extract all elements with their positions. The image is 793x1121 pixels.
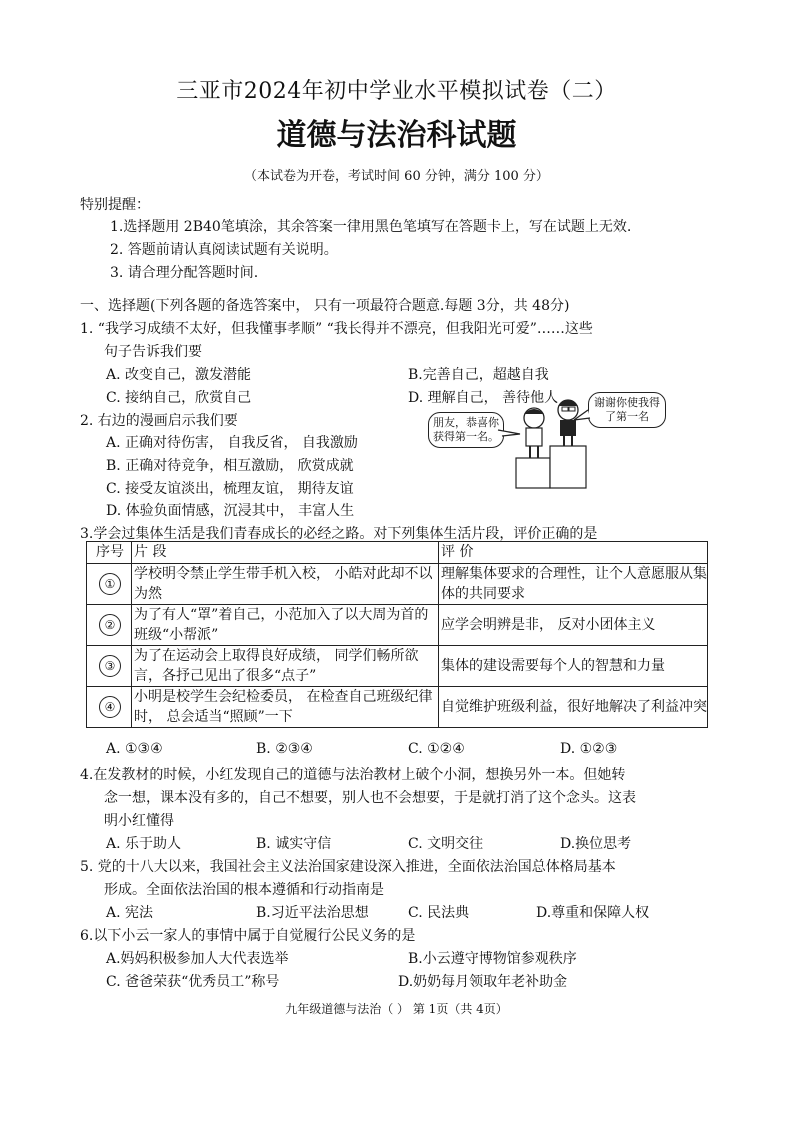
q5-option-b: B.习近平法治思想: [256, 905, 369, 921]
q1-option-a: A. 改变自己，激发潜能: [106, 367, 252, 383]
question-4-stem-cont: 念一想，课本没有多的，自己不想要，别人也不会想要，于是就打消了这个念头。这表: [104, 790, 636, 806]
q3-option-a: A. ①③④: [106, 741, 163, 757]
row-number: ②: [99, 614, 121, 636]
q4-option-d: D.换位思考: [560, 836, 632, 852]
row-number: ①: [99, 573, 121, 595]
question-4-stem: 4.在发教材的时候，小红发现自己的道德与法治教材上破个小洞，想换另外一本。但她转: [80, 767, 626, 783]
notice-heading: 特别提醒：: [80, 197, 150, 213]
table-header-cell: 片 段: [132, 542, 439, 564]
q6-option-b: B.小云遵守博物馆参观秩序: [408, 951, 577, 967]
speech-bubble-left: 朋友，恭喜你获得第一名。: [428, 412, 504, 448]
q5-option-c: C. 民法典: [408, 905, 470, 921]
row-number: ④: [99, 696, 121, 718]
table-cell-comment: 自觉维护班级利益，很好地解决了利益冲突: [439, 687, 708, 728]
q3-option-d: D. ①②③: [560, 741, 618, 757]
q1-option-b: B.完善自己，超越自我: [408, 367, 549, 383]
table-row: [87, 687, 708, 728]
table-header-row: [87, 542, 708, 564]
table-cell-comment: 集体的建设需要每个人的智慧和力量: [439, 646, 708, 687]
question-5-stem: 5. 党的十八大以来，我国社会主义法治国家建设深入推进，全面依法治国总体格局基本: [80, 859, 616, 875]
table-cell-fragment: 小明是校学生会纪检委员， 在检查自己班级纪律时， 总会适当“照顾”一下: [132, 687, 439, 728]
speech-bubble-right: 谢谢你使我得了第一名: [588, 392, 666, 428]
table-cell-fragment: 为了在运动会上取得良好成绩， 同学们畅所欲言，各抒己见出了很多“点子”: [132, 646, 439, 687]
q3-option-b: B. ②③④: [256, 741, 313, 757]
question-1-stem: 1. “我学习成绩不太好，但我懂事孝顺” “我长得并不漂亮，但我阳光可爱”……这些: [80, 321, 593, 337]
question-5-stem-cont: 形成。全面依法治国的根本遵循和行动指南是: [104, 882, 384, 898]
question-3-stem: 3.学会过集体生活是我们青春成长的必经之路。对下列集体生活片段，评价正确的是: [80, 526, 598, 542]
exam-subtitle: （本试卷为开卷，考试时间 60 分钟，满分 100 分）: [244, 169, 549, 184]
cartoon-figures: [428, 390, 668, 490]
notice-item: 1.选择题用 2B40笔填涂，其余答案一律用黑色笔填写在答题卡上，写在试题上无效.: [110, 219, 632, 235]
q3-option-c: C. ①②④: [408, 741, 465, 757]
table-cell-comment: 应学会明辨是非， 反对小团体主义: [439, 605, 708, 646]
table-row: [87, 564, 708, 605]
notice-item: 2. 答题前请认真阅读试题有关说明。: [110, 242, 338, 258]
q5-option-d: D.尊重和保障人权: [536, 905, 650, 921]
q4-option-a: A. 乐于助人: [106, 836, 182, 852]
page-footer: 九年级道德与法治（ ） 第 1页（共 4页）: [285, 1002, 508, 1016]
table-row: [87, 605, 708, 646]
table-header-cell: 评 价: [439, 542, 708, 564]
table-cell-fragment: 为了有人“罩”着自己，小范加入了以大周为首的班级“小帮派”: [132, 605, 439, 646]
row-number: ③: [99, 655, 121, 677]
subject-title: 道德与法治科试题: [276, 118, 517, 153]
q2-option-c: C. 接受友谊淡出，梳理友谊， 期待友谊: [106, 481, 354, 497]
notice-item: 3. 请合理分配答题时间.: [110, 265, 259, 281]
question-4-stem-cont: 明小红懂得: [104, 813, 174, 829]
q6-option-d: D.奶奶每月领取年老补助金: [398, 974, 568, 990]
table-header-cell: 序号: [87, 542, 132, 564]
question-6-stem: 6.以下小云一家人的事情中属于自觉履行公民义务的是: [80, 928, 416, 944]
q2-option-a: A. 正确对待伤害， 自我反省， 自我激励: [106, 435, 358, 451]
question-1-stem-cont: 句子告诉我们要: [104, 344, 202, 360]
section-heading: 一、选择题(下列各题的备选答案中， 只有一项最符合题意.每题 3分，共 48分): [80, 298, 570, 314]
table-row: [87, 646, 708, 687]
table-cell-comment: 理解集体要求的合理性，让个人意愿服从集体的共同要求: [439, 564, 708, 605]
q5-option-a: A. 宪法: [106, 905, 154, 921]
question-2-stem: 2. 右边的漫画启示我们要: [80, 413, 238, 429]
table-cell-fragment: 学校明令禁止学生带手机入校， 小皓对此却不以为然: [132, 564, 439, 605]
q4-option-c: C. 文明交往: [408, 836, 484, 852]
q6-option-c: C. 爸爸荣获“优秀员工”称号: [106, 974, 280, 990]
q1-option-d: D. 理解自己， 善待他人: [408, 390, 559, 406]
q3-table: [86, 541, 708, 728]
q2-option-d: D. 体验负面情感，沉浸其中， 丰富人生: [106, 503, 355, 519]
q6-option-a: A.妈妈积极参加人大代表选举: [106, 951, 289, 967]
cartoon: [428, 390, 668, 490]
q2-option-b: B. 正确对待竞争，相互激励， 欣赏成就: [106, 458, 354, 474]
exam-title: 三亚市2024年初中学业水平模拟试卷（二）: [176, 79, 617, 104]
q4-option-b: B. 诚实守信: [256, 836, 332, 852]
q1-option-c: C. 接纳自己，欣赏自己: [106, 390, 252, 406]
